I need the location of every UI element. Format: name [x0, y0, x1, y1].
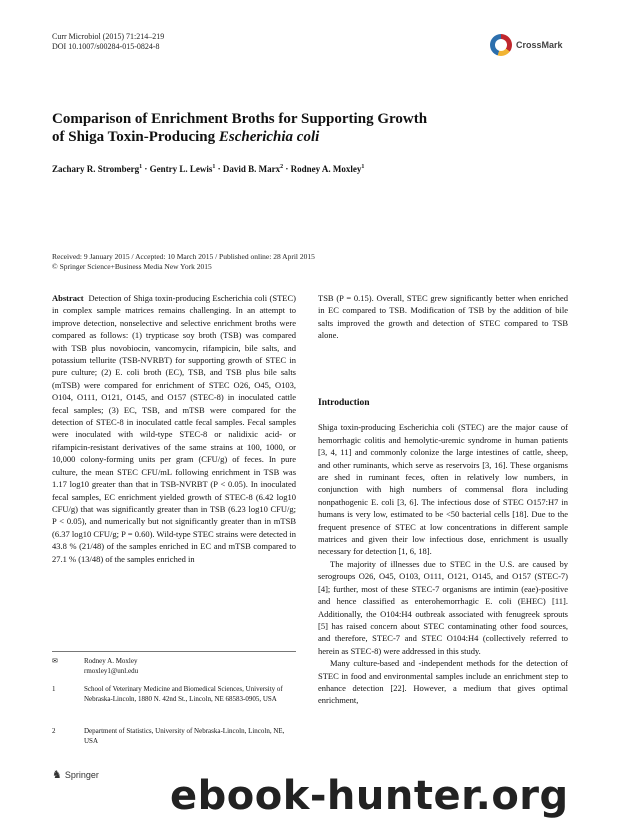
- author-2-affil: 1: [212, 164, 216, 170]
- title-line-2-text: of Shiga Toxin-Producing: [52, 129, 219, 145]
- affiliation-1: [52, 685, 296, 725]
- corresponding-name: Rodney A. Moxley: [84, 657, 138, 665]
- history-dates: Received: 9 January 2015 / Accepted: 10 March 2015 / Published online: 28 April 2015: [52, 252, 315, 261]
- intro-paragraph-2: The majority of illnesses due to STEC in the U.S. are caused by serogroups O26, O45, O103, O111, O121, O145, and O157 (STEC-7) [4]; further, most of these STEC-7 organisms are intimin (eae)-positive and hence classified as enterohemorrhagic E. coli (EHEC) [11]. Additionally, the O104:H4 outbreak associated with fenugreek sprouts [5] has raised concern about STEC contaminating other food sources, and therefore, STEC-7 and STEC O104:H4 (collectively referred to herein as STEC-8) were addressed in this study.: [318, 558, 568, 656]
- title-line-2: [52, 128, 572, 146]
- affiliation-1-mark: 1: [52, 685, 56, 693]
- journal-issue: Curr Microbiol (2015) 71:214–219: [52, 32, 165, 41]
- crossmark-icon: [490, 34, 512, 56]
- author-4-affil: 1: [361, 164, 365, 170]
- title-species: Escherichia coli: [218, 129, 320, 145]
- author-3-affil: 2: [280, 164, 284, 170]
- introduction-heading: Introduction: [318, 398, 370, 408]
- right-column-abstract: [318, 292, 568, 342]
- doi: DOI 10.1007/s00284-015-0824-8: [52, 42, 160, 51]
- corresponding-author: [52, 657, 296, 679]
- title-line-1: Comparison of Enrichment Broths for Supporting Growth: [52, 111, 428, 127]
- affiliation-2-mark: 2: [52, 727, 56, 735]
- author-separator: ·: [215, 164, 223, 174]
- affiliation-1-text: School of Veterinary Medicine and Biomedical Sciences, University of Nebraska-Lincoln, 1880 N. 42nd St., Lincoln, NE 68583-0905, USA: [84, 685, 283, 703]
- affiliation-2-text: Department of Statistics, University of Nebraska-Lincoln, Lincoln, NE, USA: [84, 727, 285, 745]
- affiliation-2: [52, 727, 296, 749]
- envelope-icon: ✉: [52, 657, 58, 665]
- springer-horse-icon: ♞: [52, 769, 62, 781]
- footnote-divider: [52, 651, 296, 652]
- corresponding-email[interactable]: rmoxley1@unl.edu: [84, 666, 139, 675]
- publisher-logo: [52, 768, 99, 781]
- abstract-text: Detection of Shiga toxin-producing Escherichia coli (STEC) in complex sample matrices remains challenging. In an attempt to improve detection, nonselective and selective enrichment broths were compared as follows: (1) trypticase soy broth (TSB) was compared with TSB plus novobiocin, vancomycin, rifampicin, bile salts, and potassium tellurite (TSB-NVRBT) for supporting growth of STEC in pure culture; (2) E. coli broth (EC), TSB, and TSB plus bile salts (mTSB) were compared for enrichment of STEC O26, O45, O103, O104, O111, O121, O145, and O157 (STEC-8) in inoculated cattle fecal samples; (3) EC, TSB, and mTSB were compared for the detection of STEC-8 in inoculated cattle fecal samples. Fecal samples were inoculated with wild-type STEC-8 or nalidixic acid- or rifampicin-resistant derivatives of the same strains at 100, 1000, or 10,000 colony-forming units per gram (CFU/g) of feces. In pure culture, the mean STEC CFU/mL following enrichment in TSB was 1.17 log10 greater than that in TSB-NVRBT (P < 0.05). In inoculated fecal samples, EC enrichment yielded growth of STEC-8 (6.42 log10 CFU/g) that was significantly greater than in TSB (6.23 log10 CFU/g; P < 0.05), and numerically but not significantly greater than in mTSB (6.37 log10 CFU/g; P = 0.60). Wild-type STEC strains were detected in 43.8 % (21/48) of the samples enriched in EC and mTSB compared to 27.1 % (13/48) of the samples enriched in: [52, 293, 297, 564]
- crossmark-badge[interactable]: [490, 32, 574, 58]
- abstract-continuation: TSB (P = 0.15). Overall, STEC grew significantly better when enriched in EC compared to TSB. Modification of TSB by the addition of bile salts improved the growth and detection of STEC compared to TSB alone.: [318, 293, 568, 341]
- abstract: [52, 292, 296, 565]
- author-1-affil: 1: [139, 164, 143, 170]
- intro-paragraph-1: Shiga toxin-producing Escherichia coli (STEC) are the major cause of hemorrhagic colitis and hemolytic-uremic syndrome in human patients [3, 4, 11] and commonly colonize the large intestines of cattle, sheep, and other ruminants, which serve as reservoirs [3, 16]. These organisms are shed in ruminant feces, often in relatively low numbers, in conjunction with high numbers of commensal flora including nonpathogenic E. coli [3, 6]. The infectious dose of STEC O157:H7 in humans is very low, estimated to be <50 bacterial cells [18]. Due to the frequent presence of STEC at low concentrations in different sample matrices and given their low infectious dose, enrichment is usually necessary for detection [1, 6, 18].: [318, 422, 568, 557]
- author-4: Rodney A. Moxley: [290, 164, 362, 174]
- publication-dates: [52, 252, 315, 272]
- left-column: [52, 292, 296, 565]
- intro-paragraph-3: Many culture-based and -independent methods for the detection of STEC in food and environmental samples include an enrichment step to enhance detection [22]. However, a medium that gives optimal enrichment,: [318, 658, 568, 706]
- abstract-label: Abstract: [52, 293, 84, 303]
- publisher-name: Springer: [64, 769, 99, 780]
- author-3: David B. Marx: [222, 164, 281, 174]
- author-2: Gentry L. Lewis: [149, 164, 213, 174]
- crossmark-label: CrossMark: [516, 40, 563, 50]
- author-separator: ·: [283, 164, 291, 174]
- author-separator: ·: [142, 164, 150, 174]
- author-list: [52, 164, 364, 174]
- corresponding-details: [84, 657, 138, 676]
- introduction-section: [318, 397, 568, 707]
- journal-citation: [52, 32, 164, 52]
- author-1: Zachary R. Stromberg: [52, 164, 140, 174]
- article-title: [52, 110, 572, 146]
- copyright: © Springer Science+Business Media New York 2015: [52, 262, 212, 271]
- watermark: ebook-hunter.org: [170, 773, 569, 819]
